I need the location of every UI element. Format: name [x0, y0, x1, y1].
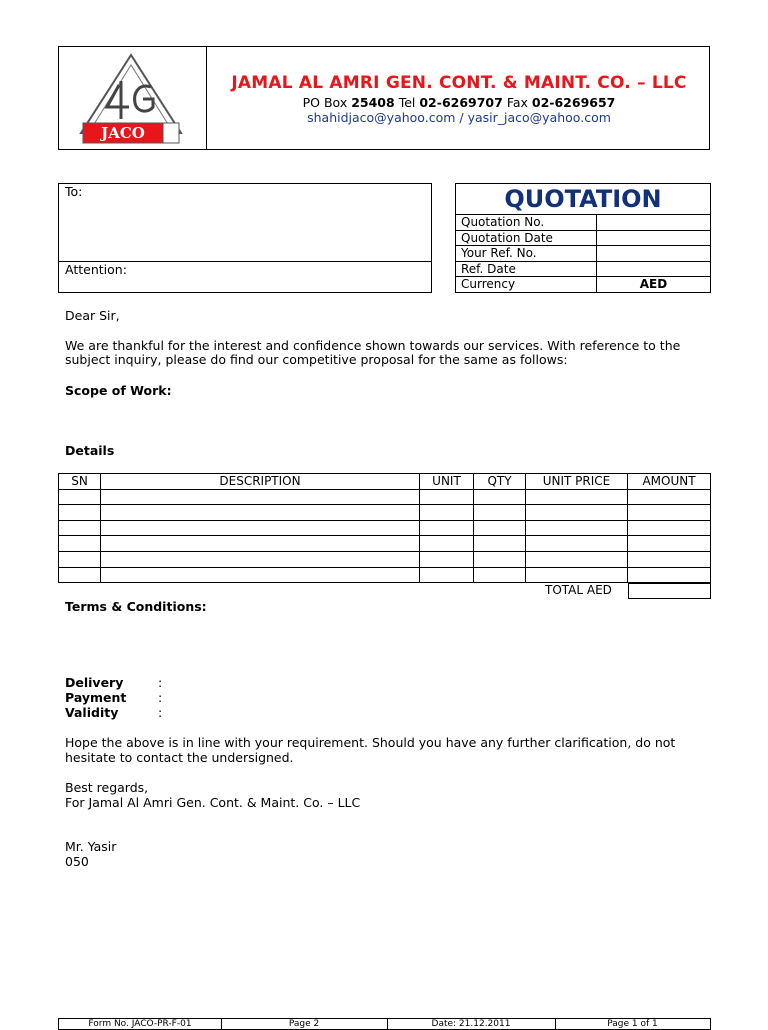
intro-line-1: We are thankful for the interest and confidence shown towards our services. With reference to the: [65, 338, 681, 353]
logo-text: JACO: [101, 124, 145, 142]
details-heading: Details: [65, 443, 115, 458]
column-header-unit: UNIT: [420, 474, 474, 490]
terms-heading: Terms & Conditions:: [65, 599, 207, 614]
column-header-sn: SN: [59, 474, 101, 490]
column-header-amount: AMOUNT: [628, 474, 711, 490]
footer-page-ref: Page 2: [221, 1019, 388, 1029]
company-name: JAMAL AL AMRI GEN. CONT. & MAINT. CO. – LLC: [231, 73, 687, 93]
column-header-qty: QTY: [474, 474, 526, 490]
fax-label: Fax: [506, 95, 528, 110]
quotation-row: [456, 214, 710, 230]
table-row: [59, 551, 711, 567]
quotation-title: QUOTATION: [504, 185, 662, 213]
column-header-description: DESCRIPTION: [101, 474, 420, 490]
ref-date-label: Ref. Date: [461, 261, 516, 276]
quotation-no-value: [596, 215, 710, 230]
total-amount-box: [628, 583, 711, 599]
letterhead: [58, 46, 710, 150]
email-link-shahid[interactable]: shahidjaco@yahoo.com: [307, 110, 456, 125]
footer-page: Page 1 of 1: [607, 1019, 658, 1029]
table-row: [59, 520, 711, 536]
contact-line: [209, 95, 709, 110]
quotation-no-label: Quotation No.: [461, 215, 545, 229]
intro-line-2: subject inquiry, please do find our competitive proposal for the same as follows:: [65, 352, 568, 367]
email-link-yasir[interactable]: yasir_jaco@yahoo.com: [467, 110, 611, 125]
signatory-phone: 050: [65, 854, 89, 869]
attention-row: [59, 261, 431, 292]
closing-company: For Jamal Al Amri Gen. Cont. & Maint. Co. – LLC: [65, 795, 361, 810]
quotation-date-value: [596, 231, 710, 246]
your-ref-no-label: Your Ref. No.: [461, 246, 537, 261]
table-row: [59, 489, 711, 505]
table-header-row: [59, 474, 711, 490]
quotation-row: [456, 230, 710, 246]
tel-label: Tel: [398, 95, 416, 110]
column-header-unit-price: UNIT PRICE: [526, 474, 628, 490]
salutation: Dear Sir,: [65, 308, 120, 323]
quotation-row: [456, 261, 710, 277]
quotation-date-label: Quotation Date: [461, 230, 553, 245]
table-row: [59, 536, 711, 552]
details-table: [58, 473, 711, 583]
footer-date: Date: 21.12.2011: [387, 1019, 556, 1029]
validity-label: Validity: [65, 705, 119, 720]
fax-number: 02-6269657: [531, 95, 616, 110]
quotation-row: [456, 245, 710, 261]
closing-line-1: Hope the above is in line with your requirement. Should you have any further clarification, do not: [65, 735, 676, 750]
closing-line-2: hesitate to contact the undersigned.: [65, 750, 294, 765]
email-separator: /: [459, 110, 464, 125]
attention-label: Attention:: [65, 262, 127, 277]
recipient-box: [58, 183, 432, 293]
currency-value: AED: [596, 277, 710, 292]
your-ref-no-value: [596, 246, 710, 261]
po-box-label: PO Box: [302, 95, 348, 110]
total-label: TOTAL AED: [545, 583, 612, 597]
table-row: [59, 567, 711, 583]
footer-form-no: Form No. JACO-PR-F-01: [59, 1019, 222, 1029]
delivery-colon: :: [158, 675, 163, 690]
signatory-name: Mr. Yasir: [65, 839, 117, 854]
validity-colon: :: [158, 705, 163, 720]
scope-heading: Scope of Work:: [65, 383, 172, 398]
table-row: [59, 505, 711, 521]
payment-label: Payment: [65, 690, 127, 705]
company-logo: [59, 47, 207, 149]
ref-date-value: [596, 262, 710, 277]
currency-label: Currency: [461, 277, 516, 292]
regards: Best regards,: [65, 780, 149, 795]
delivery-label: Delivery: [65, 675, 124, 690]
po-box-number: 25408: [351, 95, 395, 110]
tel-number: 02-6269707: [419, 95, 503, 110]
quotation-info-box: [455, 183, 711, 293]
quotation-row: [456, 276, 710, 292]
payment-colon: :: [158, 690, 163, 705]
form-footer: [58, 1018, 711, 1030]
email-line: [209, 110, 709, 125]
jaco-logo-icon: [59, 47, 206, 149]
to-label: To:: [65, 184, 83, 199]
